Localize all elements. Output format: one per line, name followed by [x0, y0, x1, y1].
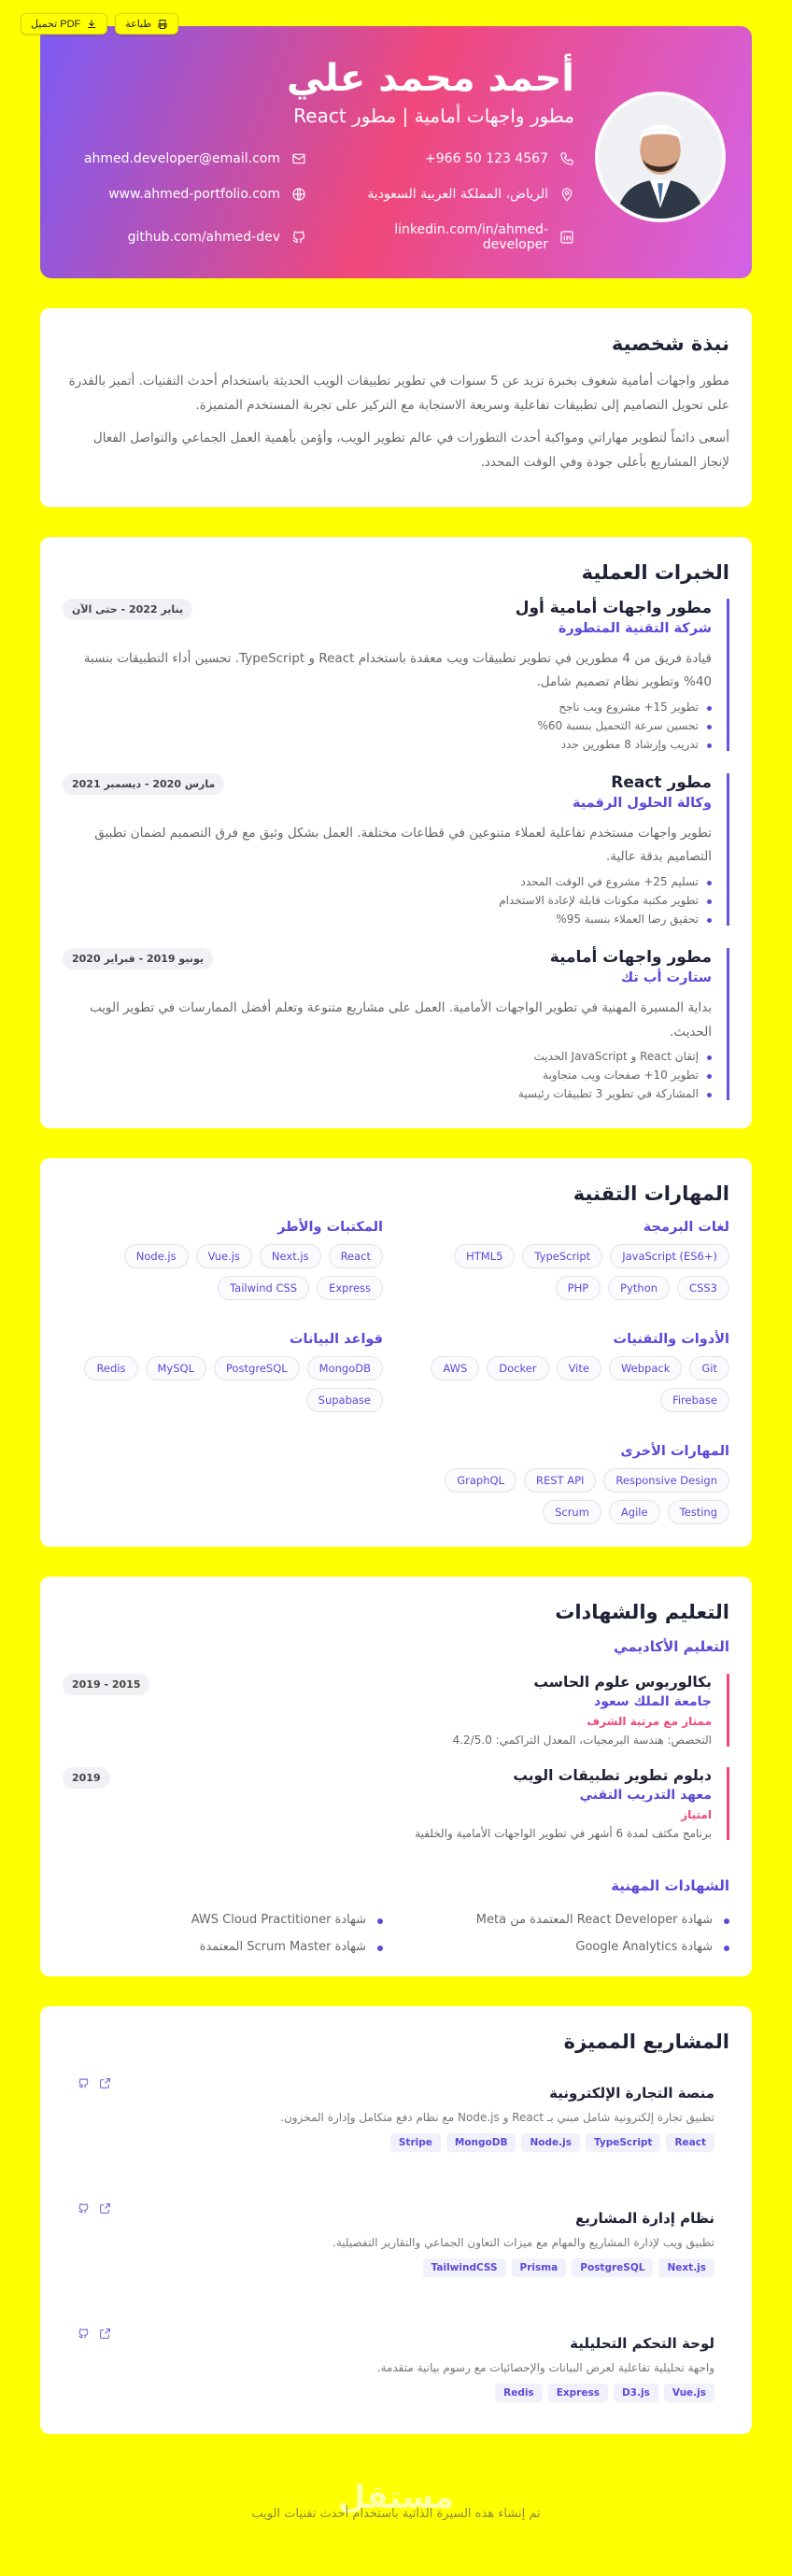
project-name: لوحة التحكم التحليلية: [570, 2335, 714, 2353]
tech-tag: PostgreSQL: [572, 2258, 653, 2277]
github-icon[interactable]: [78, 2077, 90, 2089]
skill-tag: Python: [608, 1276, 670, 1300]
contact-location-text: الرياض، المملكة العربية السعودية: [367, 187, 548, 202]
skill-category: [409, 1220, 729, 1300]
achievement-list: [63, 875, 712, 926]
achievement-item: تطوير 15+ مشروع ويب ناجح: [63, 701, 712, 714]
period-badge: يونيو 2019 - فبراير 2020: [63, 948, 213, 970]
experience-item: [63, 773, 729, 926]
school-name: معهد التدريب التقني: [579, 1788, 712, 1804]
project-name: نظام إدارة المشاريع: [574, 2210, 714, 2228]
skill-category-title: المهارات الأخرى: [620, 1444, 729, 1460]
experience-item: [63, 599, 729, 751]
summary-paragraph: مطور واجهات أمامية شغوف بخبرة تزيد عن 5 سنوات في تطوير تطبيقات الويب الحديثة باستخدام أحدث التقنيات. أتميز بالقدرة على تحويل التصاميم إلى تطبيقات تفاعلية وسريعة الاستجابة مع التركيز على تجربة المستخدم المتميزة.: [68, 374, 729, 413]
download-button-label: تحميل PDF: [31, 19, 81, 30]
degree-title: بكالوريوس علوم الحاسب: [533, 1674, 712, 1691]
cert-list: [63, 1913, 729, 1954]
skill-tag: HTML5: [454, 1244, 515, 1268]
contact-list: [66, 151, 574, 252]
project-name: منصة التجارة الإلكترونية: [549, 2085, 714, 2102]
skill-tag: Tailwind CSS: [218, 1276, 309, 1300]
contact-github-text: github.com/ahmed-dev: [127, 230, 280, 245]
education-item: [63, 1674, 729, 1747]
github-icon: [291, 230, 306, 245]
skill-tag: CSS3: [677, 1276, 729, 1300]
school-name: جامعة الملك سعود: [594, 1694, 712, 1710]
achievement-list: [63, 1050, 712, 1100]
skill-tag: GraphQL: [445, 1468, 516, 1493]
skill-tag: Scrum: [543, 1500, 601, 1524]
contact-website[interactable]: [66, 187, 306, 202]
download-icon: [86, 19, 97, 30]
cert-item: شهادة AWS Cloud Practitioner: [63, 1913, 383, 1927]
skill-tag: Next.js: [260, 1244, 321, 1268]
location-pin-icon: [559, 187, 574, 202]
contact-github[interactable]: [66, 222, 306, 252]
skill-tag: JavaScript (ES6+): [610, 1244, 729, 1268]
external-link-icon[interactable]: [99, 2328, 111, 2340]
skill-tag: Vue.js: [196, 1244, 252, 1268]
education-item: [63, 1767, 729, 1840]
contact-phone[interactable]: [334, 151, 574, 166]
skill-tag: Supabase: [306, 1388, 383, 1412]
print-button[interactable]: [115, 13, 178, 35]
phone-icon: [559, 151, 574, 166]
achievement-item: المشاركة في تطوير 3 تطبيقات رئيسية: [63, 1087, 712, 1100]
education-note: التخصص: هندسة البرمجيات، المعدل التراكمي: 4.2/5.0: [452, 1734, 712, 1748]
job-title: مطور واجهات أمامية أول: [515, 598, 712, 617]
external-link-icon[interactable]: [99, 2077, 111, 2089]
projects-section: [40, 2006, 752, 2434]
summary-paragraph: أسعى دائماً لتطوير مهاراتي ومواكبة أحدث التطورات في عالم تطوير الويب، وأؤمن بأهمية العمل الجماعي والتواصل الفعال لإنجاز المشاريع بأعلى جودة وفي الوقت المحدد.: [92, 431, 729, 470]
profile-header: [40, 26, 752, 278]
skill-tag: Testing: [668, 1500, 729, 1524]
skill-tag: PHP: [556, 1276, 601, 1300]
skill-tag: Express: [317, 1276, 383, 1300]
contact-website-text: www.ahmed-portfolio.com: [108, 187, 280, 202]
project-item: [63, 2193, 729, 2277]
mail-icon: [291, 151, 306, 166]
skill-tag: Git: [689, 1356, 729, 1380]
achievement-item: تحسين سرعة التحميل بنسبة 60%: [63, 719, 712, 732]
job-description: قيادة فريق من 4 مطورين في تطوير تطبيقات ويب معقدة باستخدام React و TypeScript. تحسين أداء التطبيقات بنسبة 40% وتطوير نظام تصميم شامل.: [83, 650, 712, 690]
degree-title: دبلوم تطوير تطبيقات الويب: [513, 1767, 712, 1785]
achievement-item: تدريب وإرشاد 8 مطورين جدد: [63, 738, 712, 751]
job-title: مطور React: [611, 772, 712, 792]
tech-tag: Redis: [495, 2384, 543, 2402]
period-badge: مارس 2020 - ديسمبر 2021: [63, 773, 224, 795]
skill-tag: Agile: [609, 1500, 660, 1524]
project-description: واجهة تحليلية تفاعلية لعرض البيانات والإحصائيات مع رسوم بيانية متقدمة.: [376, 2361, 714, 2375]
experience-title: الخبرات العملية: [581, 560, 729, 584]
tech-tag: Vue.js: [664, 2384, 714, 2402]
footer-text: تم إنشاء هذه السيرة الذاتية باستخدام أحدث تقنيات الويب: [251, 2507, 541, 2522]
academic-title: التعليم الأكاديمي: [614, 1638, 729, 1656]
experience-section: [40, 537, 752, 1129]
education-note: برنامج مكثف لمدة 6 أشهر في تطوير الواجهات الأمامية والخلفية: [415, 1827, 712, 1841]
profile-title: مطور واجهات أمامية | مطور React: [293, 105, 574, 127]
skills-section: [40, 1158, 752, 1547]
achievement-item: تطوير 10+ صفحات ويب متجاوبة: [63, 1069, 712, 1082]
period-badge: يناير 2022 - حتى الآن: [63, 599, 192, 620]
skill-tag: TypeScript: [522, 1244, 602, 1268]
tech-tag: D3.js: [614, 2384, 658, 2402]
project-item: [63, 2068, 729, 2152]
achievement-item: إتقان React و JavaScript الحديث: [63, 1050, 712, 1063]
skill-tag: Redis: [84, 1356, 137, 1380]
contact-phone-text: +966 50 123 4567: [425, 151, 548, 166]
experience-item: [63, 948, 729, 1100]
honor-text: ممتاز مع مرتبة الشرف: [587, 1715, 712, 1729]
honor-text: امتياز: [681, 1808, 712, 1822]
years-badge: 2019: [63, 1767, 110, 1789]
cert-item: شهادة Google Analytics: [409, 1940, 729, 1954]
certs-title: الشهادات المهنية: [611, 1877, 729, 1895]
tech-tag: Express: [548, 2384, 608, 2402]
achievement-item: تطوير مكتبة مكونات قابلة لإعادة الاستخدام: [63, 894, 712, 907]
tech-tag: Stripe: [390, 2133, 441, 2152]
skill-category: [63, 1220, 383, 1300]
job-description: بداية المسيرة المهنية في تطوير الواجهات الأمامية. العمل على مشاريع متنوعة وتعلم أفضل الممارسات في تطوير الويب الحديث.: [89, 1000, 712, 1040]
education-title: التعليم والشهادات: [555, 1601, 729, 1624]
skills-title: المهارات التقنية: [573, 1182, 729, 1206]
skill-tag: React: [329, 1244, 383, 1268]
contact-email-text: ahmed.developer@email.com: [83, 151, 280, 166]
skill-tag: MongoDB: [307, 1356, 383, 1380]
contact-linkedin-text: linkedin.com/in/ahmed-developer: [394, 222, 548, 252]
tech-tag: Prisma: [512, 2258, 567, 2277]
cert-item: شهادة React Developer المعتمدة من Meta: [409, 1913, 729, 1927]
printer-icon: [157, 19, 168, 30]
external-link-icon[interactable]: [99, 2202, 111, 2215]
achievement-item: تسليم 25+ مشروع في الوقت المحدد: [63, 875, 712, 888]
header-info: [66, 58, 574, 252]
summary-section: [40, 308, 752, 507]
page-footer: [40, 2479, 752, 2539]
skill-tag: REST API: [524, 1468, 596, 1493]
tech-tag: TypeScript: [586, 2133, 661, 2152]
download-pdf-button[interactable]: [21, 13, 107, 35]
skill-tag: MySQL: [146, 1356, 207, 1380]
profile-photo: [595, 92, 726, 222]
tech-tag: Next.js: [658, 2258, 714, 2277]
education-section: [40, 1577, 752, 1976]
github-icon[interactable]: [78, 2328, 90, 2340]
contact-email[interactable]: [66, 151, 306, 166]
project-description: تطبيق ويب لإدارة المشاريع والمهام مع ميزات التعاون الجماعي والتقارير التفصيلية.: [332, 2236, 714, 2250]
skill-tag: Node.js: [124, 1244, 189, 1268]
skill-category: [409, 1332, 729, 1412]
job-description: تطوير واجهات مستخدم تفاعلية لعملاء متنوعين في قطاعات مختلفة. العمل بشكل وثيق مع فرق التصميم لضمان تطبيق التصاميم بدقة عالية.: [94, 825, 712, 865]
years-badge: 2015 - 2019: [63, 1674, 149, 1695]
person-avatar-icon: [599, 95, 722, 219]
toolbar: [21, 13, 178, 35]
tech-tag: React: [666, 2133, 714, 2152]
cert-item: شهادة Scrum Master المعتمدة: [63, 1940, 383, 1954]
skill-category-title: المكتبات والأطر: [277, 1220, 383, 1236]
skill-tag: PostgreSQL: [214, 1356, 300, 1380]
project-item: [63, 2318, 729, 2402]
tech-tag: TailwindCSS: [423, 2258, 506, 2277]
profile-name: أحمد محمد علي: [287, 57, 574, 100]
skill-category: [63, 1332, 383, 1412]
skill-category-title: الأدوات والتقنيات: [613, 1332, 729, 1348]
skill-tag: Responsive Design: [603, 1468, 729, 1493]
skill-tag: AWS: [431, 1356, 479, 1380]
contact-linkedin[interactable]: [334, 222, 574, 252]
projects-title: المشاريع المميزة: [563, 2031, 729, 2054]
github-icon[interactable]: [78, 2202, 90, 2215]
skill-tag: Docker: [487, 1356, 548, 1380]
company-name: شركة التقنية المتطورة: [558, 620, 712, 636]
job-title: مطور واجهات أمامية: [549, 948, 712, 968]
company-name: وكالة الحلول الرقمية: [572, 795, 712, 811]
globe-icon: [291, 187, 306, 202]
achievement-item: تحقيق رضا العملاء بنسبة 95%: [63, 913, 712, 926]
skill-tag: Webpack: [609, 1356, 682, 1380]
tech-tag: MongoDB: [446, 2133, 516, 2152]
tech-tag: Node.js: [521, 2133, 579, 2152]
skill-category: [409, 1444, 729, 1524]
footer-watermark-logo: مستقل: [337, 2479, 455, 2517]
project-description: تطبيق تجارة إلكترونية شامل مبني بـ React و Node.js مع نظام دفع متكامل وإدارة المخزون.: [280, 2111, 714, 2125]
skill-tag: Vite: [557, 1356, 601, 1380]
skill-tag: Firebase: [660, 1388, 729, 1412]
skill-category-title: لغات البرمجة: [643, 1220, 729, 1236]
linkedin-icon: [559, 230, 574, 245]
achievement-list: [63, 701, 712, 751]
print-button-label: طباعة: [125, 19, 152, 30]
contact-location: [334, 187, 574, 202]
summary-title: نبذة شخصية: [611, 333, 729, 355]
company-name: ستارت أب تك: [620, 970, 712, 986]
skill-category-title: قواعد البيانات: [289, 1332, 383, 1348]
